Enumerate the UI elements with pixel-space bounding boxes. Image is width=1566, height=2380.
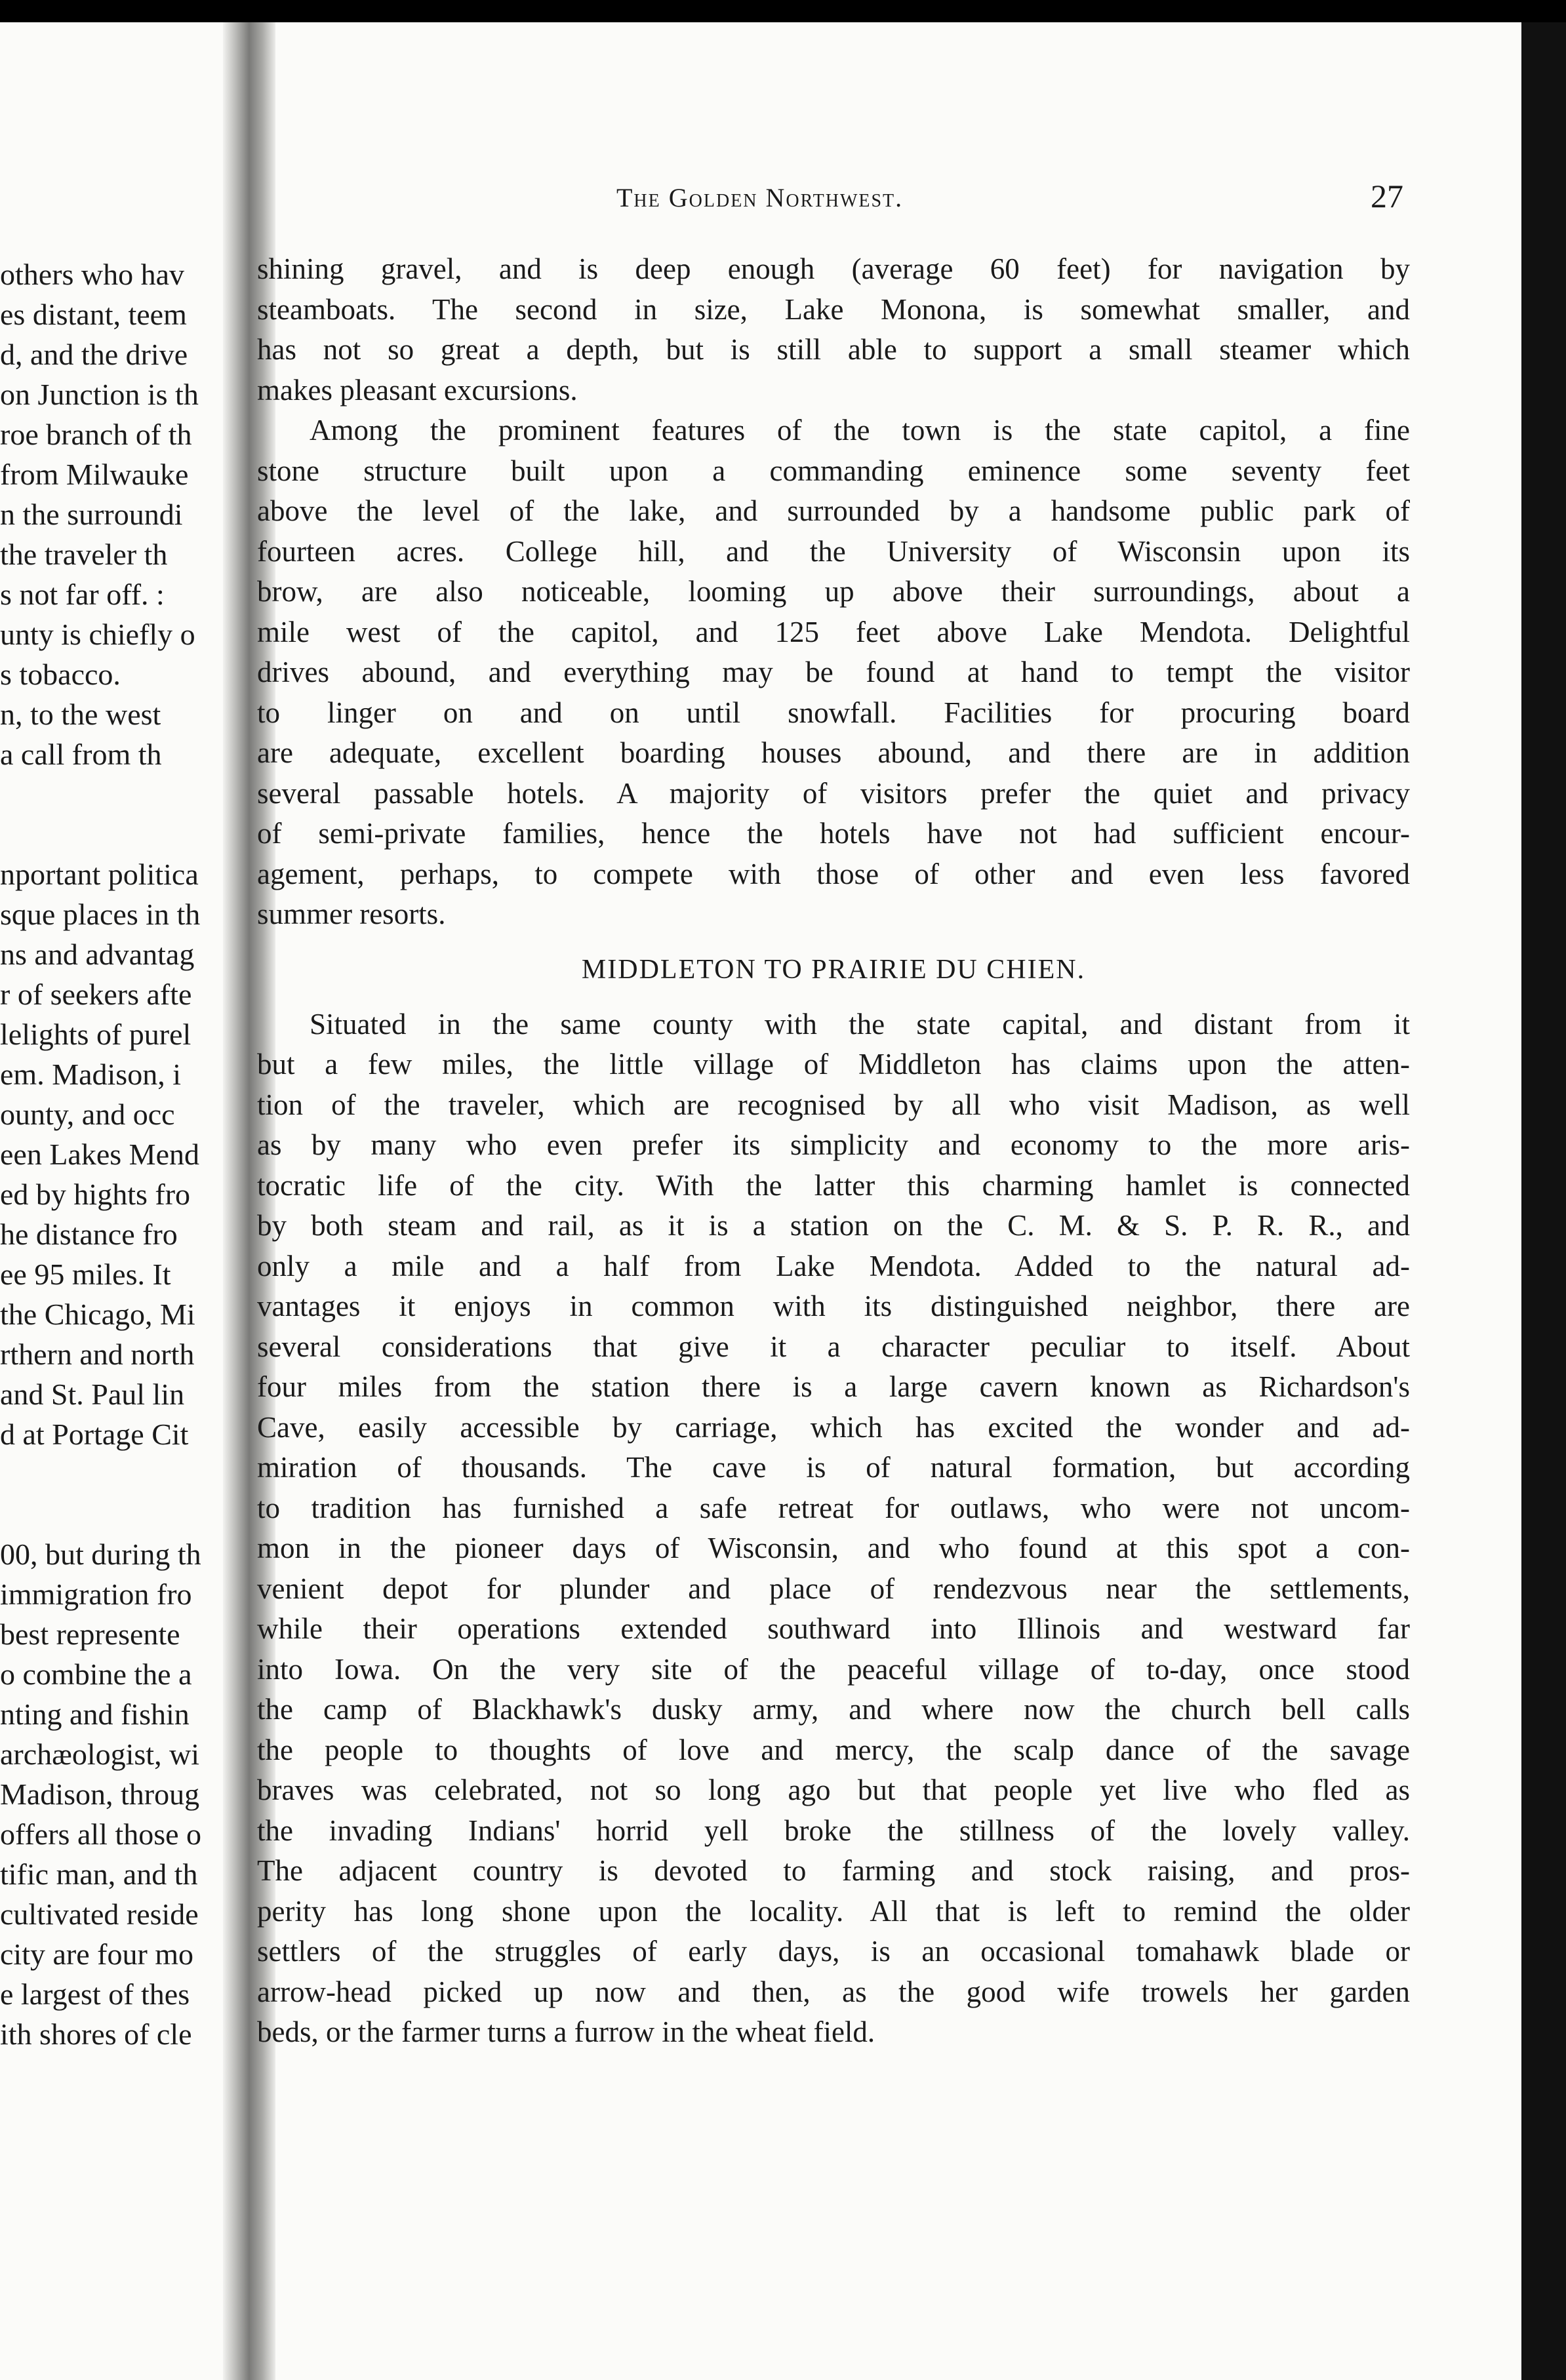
left-page-line: ed by hights fro [0,1178,191,1211]
left-page-line: the traveler th [0,538,168,571]
left-page-line: em. Madison, i [0,1058,181,1091]
left-page-line: from Milwauke [0,458,189,491]
left-page-line: offers all those o [0,1817,202,1851]
text-line: stone structure built upon a commanding eminence some seventy feet [257,454,1410,487]
left-page-line: een Lakes Mend [0,1138,199,1171]
running-head: The Golden Northwest. [616,183,904,212]
section-heading: MIDDLETON TO PRAIRIE DU CHIEN. [581,954,1086,985]
text-line: brow, are also noticeable, looming up above their surroundings, about a [257,575,1410,608]
text-line: Cave, easily accessible by carriage, which has excited the wonder and ad- [257,1410,1410,1444]
left-page-line: cultivated reside [0,1897,199,1931]
left-page-line: others who hav [0,258,185,291]
left-page-line: ns and advantag [0,938,195,971]
paragraph-3 [257,1004,1410,2053]
text-line: vantages it enjoys in common with its distinguished neighbor, there are [257,1290,1410,1322]
text-line: mon in the pioneer days of Wisconsin, and who found at this spot a con- [257,1532,1410,1564]
text-line: agement, perhaps, to compete with those of other and even less favored [257,857,1410,890]
text-line: several passable hotels. A majority of visitors prefer the quiet and privacy [257,776,1410,810]
left-page-line: ee 95 miles. It [0,1258,171,1291]
left-page-line: lelights of purel [0,1018,191,1051]
text-line: The adjacent country is devoted to farming and stock raising, and pros- [257,1854,1410,1887]
left-page-line: city are four mo [0,1937,194,1971]
page-header [590,177,1403,223]
text-line: miration of thousands. The cave is of natural formation, but according [257,1451,1410,1484]
text-line: braves was celebrated, not so long ago but that people yet live who fled as [257,1774,1410,1806]
left-page-line: sque places in th [0,898,201,931]
left-page-line: immigration fro [0,1577,192,1611]
text-line: by both steam and rail, as it is a station on the C. M. & S. P. R. R., and [257,1209,1410,1242]
text-line: settlers of the struggles of early days, is an occasional tomahawk blade or [257,1935,1410,1968]
left-page-line: n, to the west [0,698,161,731]
text-line: fourteen acres. College hill, and the University of Wisconsin upon its [257,534,1410,568]
text-line: tocratic life of the city. With the latter this charming hamlet is connected [257,1168,1410,1202]
text-line: steamboats. The second in size, Lake Monona, is somewhat smaller, and [257,292,1410,326]
left-page-line: and St. Paul lin [0,1378,185,1411]
text-line: arrow-head picked up now and then, as the good wife trowels her garden [257,1975,1410,2008]
text-line: makes pleasant excursions. [257,373,578,407]
left-page-line: a call from th [0,738,162,771]
left-page-line: on Junction is th [0,378,199,411]
text-line: the invading Indians' horrid yell broke the stillness of the lovely valley. [257,1814,1410,1847]
left-page-line: tific man, and th [0,1857,198,1891]
text-line: are adequate, excellent boarding houses abound, and there are in addition [257,736,1410,769]
text-line: venient depot for plunder and place of rendezvous near the settlements, [257,1572,1410,1605]
left-page-line: the Chicago, Mi [0,1298,195,1331]
left-page-line: nportant politica [0,858,199,891]
paragraph-2 [257,410,1410,935]
text-line: Situated in the same county with the state capital, and distant from it [310,1007,1410,1041]
text-line: Among the prominent features of the town is the state capitol, a fine [310,414,1410,446]
text-line: only a mile and a half from Lake Mendota. Added to the natural ad- [257,1249,1410,1282]
text-line: of semi-private families, hence the hotels have not had sufficient encour- [257,817,1410,850]
left-page-line: ith shores of cle [0,2017,192,2051]
scan-edge [1521,22,1566,2380]
text-line: has not so great a depth, but is still able to support a small steamer which [257,333,1410,366]
text-line: to linger on and on until snowfall. Facilities for procuring board [257,696,1410,729]
text-line: but a few miles, the little village of Middleton has claims upon the atten- [257,1048,1410,1081]
paragraph-1 [257,249,1410,410]
text-line: the people to thoughts of love and mercy, the scalp dance of the savage [257,1733,1410,1766]
text-line: four miles from the station there is a large cavern known as Richardson's [257,1370,1410,1403]
text-line: into Iowa. On the very site of the peaceful village of to-day, once stood [257,1652,1410,1686]
text-line: tion of the traveler, which are recognised by all who visit Madison, as well [257,1088,1410,1121]
left-page-line: archæologist, wi [0,1737,200,1771]
left-page-line: es distant, teem [0,298,187,331]
text-line: summer resorts. [257,898,446,930]
left-page-line: n the surroundi [0,498,183,531]
left-page-line: rthern and north [0,1338,195,1371]
left-page-line: d, and the drive [0,338,188,371]
left-page-line: s tobacco. [0,658,121,691]
body-text [257,249,1410,2053]
text-line: above the level of the lake, and surrounded by a handsome public park of [257,494,1410,527]
text-line: as by many who even prefer its simplicity and economy to the more aris- [257,1128,1410,1161]
text-line: shining gravel, and is deep enough (average 60 feet) for navigation by [257,252,1410,285]
text-line: while their operations extended southward into Illinois and westward far [257,1612,1410,1645]
left-page-line: 00, but during th [0,1537,201,1571]
text-line: the camp of Blackhawk's dusky army, and where now the church bell calls [257,1693,1410,1726]
left-page-line: o combine the a [0,1657,192,1691]
left-page-line: r of seekers afte [0,978,192,1011]
text-line: perity has long shone upon the locality. All that is left to remind the older [257,1894,1410,1928]
left-page-line: best represente [0,1617,180,1651]
left-page-line: nting and fishin [0,1697,190,1731]
text-line: drives abound, and everything may be found at hand to tempt the visitor [257,656,1410,688]
left-page-line: Madison, throug [0,1777,200,1811]
left-page-line: e largest of thes [0,1977,190,2011]
text-line: to tradition has furnished a safe retreat for outlaws, who were not uncom- [257,1491,1410,1524]
text-line: several considerations that give it a character peculiar to itself. About [257,1330,1410,1363]
left-page-line: he distance fro [0,1218,178,1251]
left-page-line: s not far off. : [0,578,165,611]
left-page-line: unty is chiefly o [0,618,195,651]
left-page-line: d at Portage Cit [0,1418,189,1451]
text-line: mile west of the capitol, and 125 feet above Lake Mendota. Delightful [257,615,1410,648]
left-page-fragment [0,254,223,2054]
text-line: beds, or the farmer turns a furrow in the wheat field. [257,2015,875,2048]
left-page-line: roe branch of th [0,418,192,451]
page-number: 27 [1371,178,1403,214]
left-page-line: ounty, and occ [0,1098,175,1131]
